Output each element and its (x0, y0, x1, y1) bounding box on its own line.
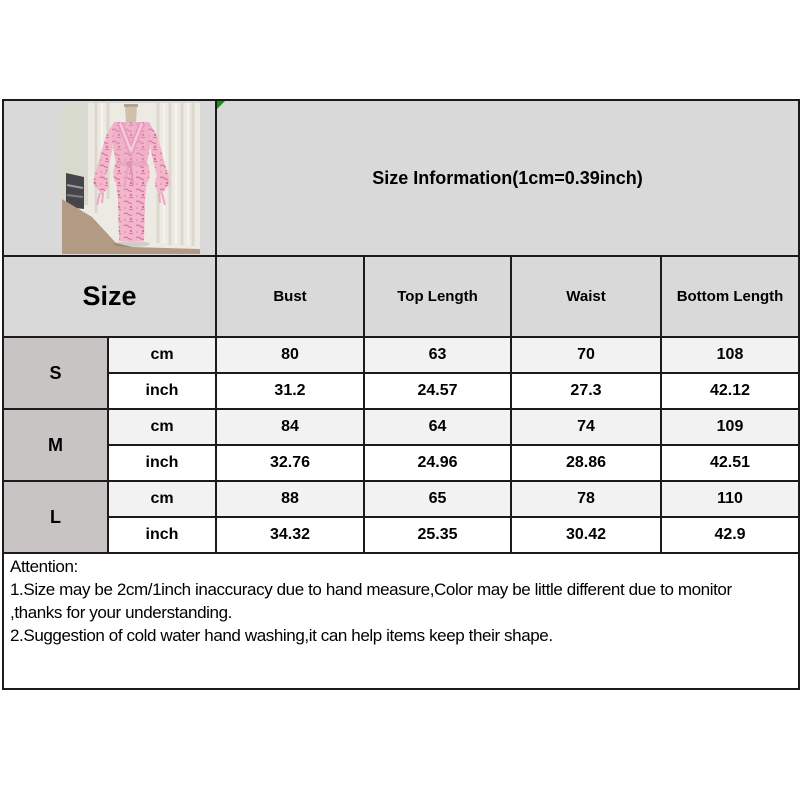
value-m-cm-3: 109 (661, 409, 799, 445)
value-l-inch-3: 42.9 (661, 517, 799, 553)
unit-cell-s-inch: inch (108, 373, 216, 409)
value-s-inch-1: 24.57 (364, 373, 511, 409)
col-header-waist: Waist (511, 256, 661, 337)
value-l-cm-3: 110 (661, 481, 799, 517)
value-l-inch-1: 25.35 (364, 517, 511, 553)
unit-cell-m-inch: inch (108, 445, 216, 481)
row-l-cm (3, 481, 799, 517)
value-m-cm-1: 64 (364, 409, 511, 445)
unit-cell-m-cm: cm (108, 409, 216, 445)
value-m-inch-2: 28.86 (511, 445, 661, 481)
row-m-cm (3, 409, 799, 445)
mannequin-neck (125, 105, 137, 124)
attention-line-1: 1.Size may be 2cm/1inch inaccuracy due to hand measure,Color may be little different due to monitor (10, 580, 732, 599)
value-s-cm-1: 63 (364, 337, 511, 373)
value-l-cm-1: 65 (364, 481, 511, 517)
value-s-cm-0: 80 (216, 337, 364, 373)
product-photo-cell (3, 100, 216, 256)
size-header-cell: Size (3, 256, 216, 337)
row-m-inch (3, 445, 799, 481)
attention-lines (10, 578, 792, 647)
value-l-inch-0: 34.32 (216, 517, 364, 553)
value-m-inch-3: 42.51 (661, 445, 799, 481)
unit-cell-l-cm: cm (108, 481, 216, 517)
col-header-bottom-length: Bottom Length (661, 256, 799, 337)
value-m-cm-0: 84 (216, 409, 364, 445)
attention-heading: Attention: (10, 557, 78, 576)
size-table-body (3, 337, 799, 553)
cell-error-indicator-icon (217, 101, 225, 109)
page-title: Size Information(1cm=0.39inch) (372, 167, 643, 188)
row-s-cm (3, 337, 799, 373)
title-row (3, 100, 799, 256)
value-s-cm-2: 70 (511, 337, 661, 373)
row-l-inch (3, 517, 799, 553)
value-s-inch-3: 42.12 (661, 373, 799, 409)
col-header-top-length: Top Length (364, 256, 511, 337)
attention-row (3, 553, 799, 689)
value-s-cm-3: 108 (661, 337, 799, 373)
value-s-inch-0: 31.2 (216, 373, 364, 409)
unit-cell-s-cm: cm (108, 337, 216, 373)
value-l-inch-2: 30.42 (511, 517, 661, 553)
value-s-inch-2: 27.3 (511, 373, 661, 409)
attention-line-3: 2.Suggestion of cold water hand washing,it can help items keep their shape. (10, 626, 553, 645)
product-photo-image (62, 103, 200, 254)
value-l-cm-0: 88 (216, 481, 364, 517)
value-l-cm-2: 78 (511, 481, 661, 517)
row-s-inch (3, 373, 799, 409)
column-header-row (3, 256, 799, 337)
size-table (2, 99, 800, 690)
value-m-inch-0: 32.76 (216, 445, 364, 481)
value-m-inch-1: 24.96 (364, 445, 511, 481)
value-m-cm-2: 74 (511, 409, 661, 445)
size-cell-l: L (3, 481, 108, 553)
size-cell-s: S (3, 337, 108, 409)
attention-line-2: ,thanks for your understanding. (10, 603, 232, 622)
col-header-bust: Bust (216, 256, 364, 337)
size-cell-m: M (3, 409, 108, 481)
unit-cell-l-inch: inch (108, 517, 216, 553)
attention-cell (3, 553, 799, 689)
title-cell (216, 100, 799, 256)
size-chart-sheet (2, 99, 800, 690)
